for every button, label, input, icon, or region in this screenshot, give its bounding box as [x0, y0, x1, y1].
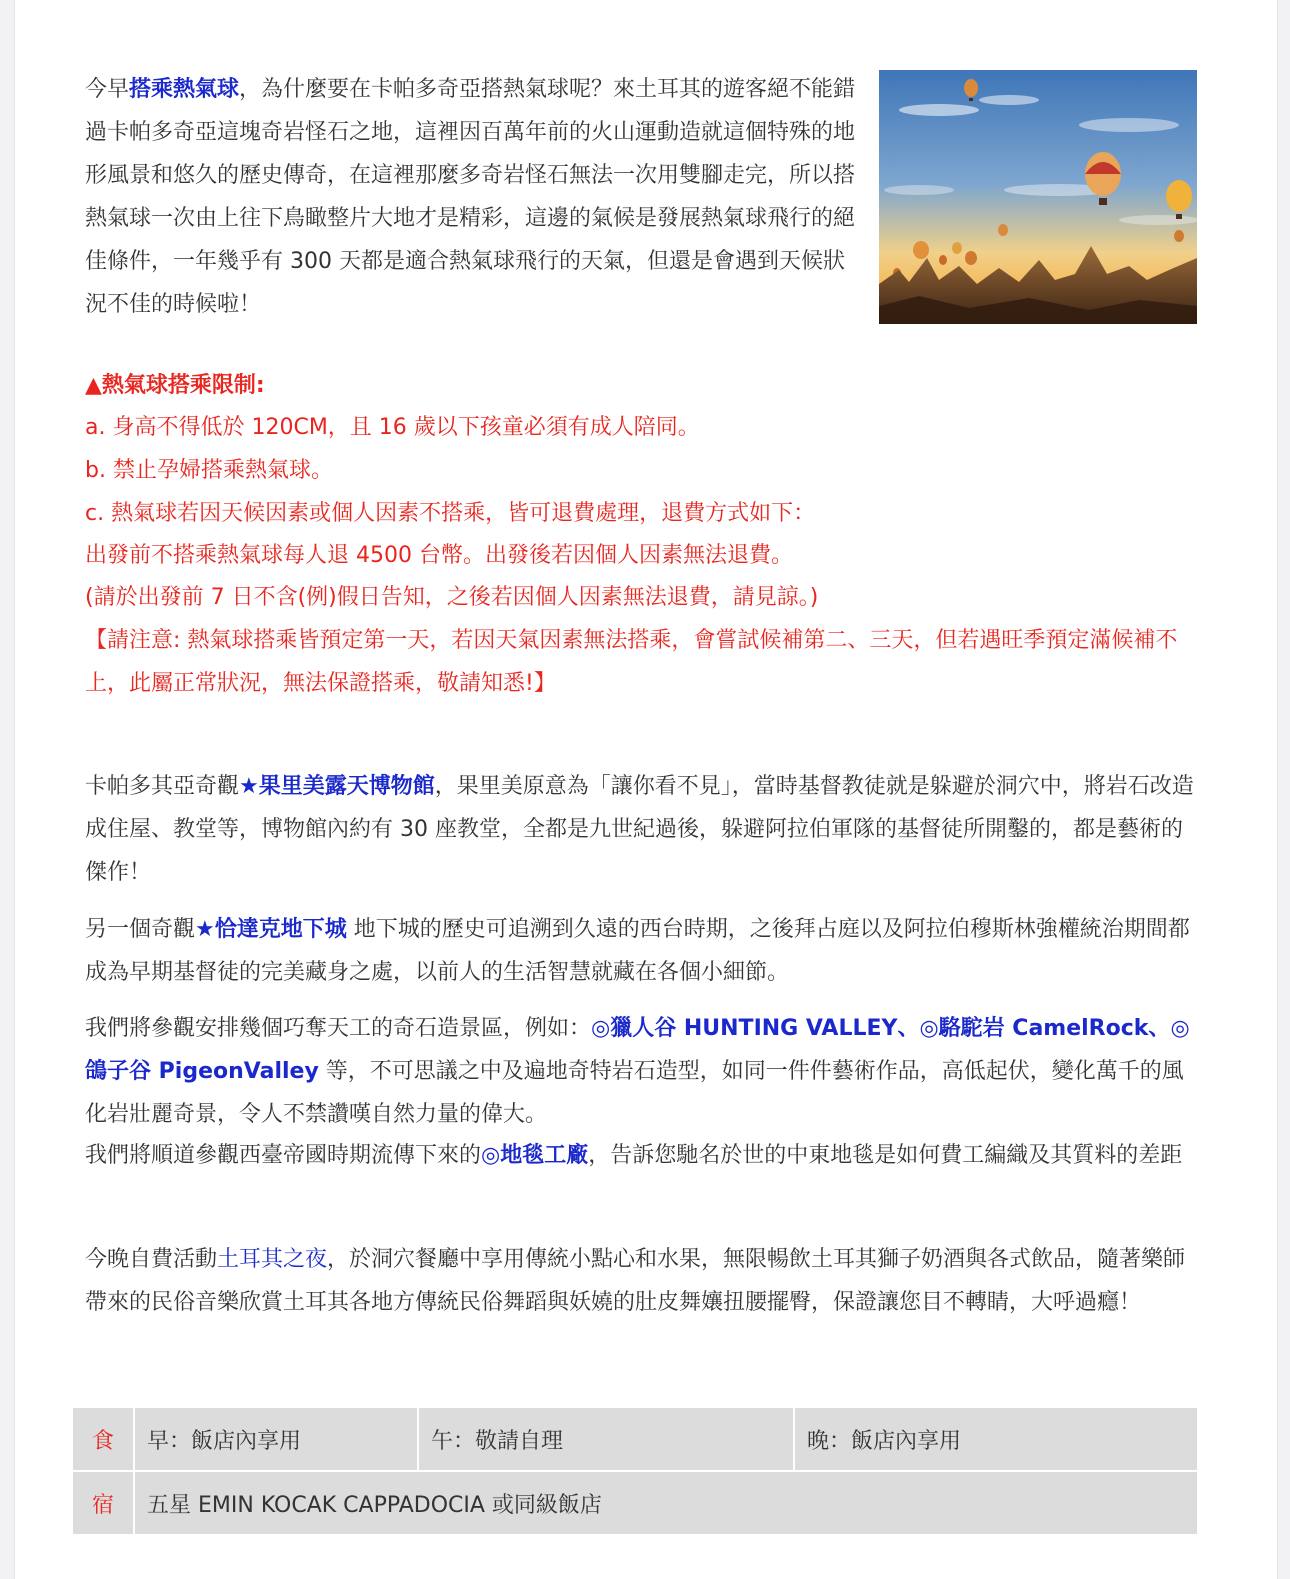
goreme-museum-link[interactable]: ★果里美露天博物館 — [239, 774, 435, 799]
balloon-notice: 【請注意: 熱氣球搭乘皆預定第一天，若因天氣因素無法搭乘，會嘗試候補第二、三天，但若遇旺季預定滿候補不上，此屬正常狀況，無法保證搭乘，敬請知悉!】 — [85, 628, 1178, 696]
intro-prefix: 今早 — [85, 77, 130, 102]
valleys-text: 等，不可思議之中及遍地奇特岩石造型，如同一件件藝術作品，高低起伏，變化萬千的風化岩壯麗奇景，令人不禁讚嘆自然力量的偉大。 — [85, 1059, 1184, 1127]
camel-rock-link[interactable]: ◎駱駝岩 CamelRock — [919, 1016, 1149, 1041]
underground-city-paragraph — [85, 908, 1197, 994]
underground-text: 地下城的歷史可追溯到久遠的西台時期，之後拜占庭以及阿拉伯穆斯林強權統治期間都成為早期基督徒的完美藏身之處，以前人的生活智慧就藏在各個小細節。 — [85, 917, 1190, 985]
separator: 、 — [897, 1016, 920, 1041]
goreme-prefix: 卡帕多其亞奇觀 — [85, 774, 240, 799]
underground-city-link[interactable]: ★恰達克地下城 — [195, 917, 347, 942]
carpet-factory-paragraph — [85, 1134, 1197, 1177]
hotel-cell: 五星 EMIN KOCAK CAPPADOCIA 或同級飯店 — [134, 1471, 1198, 1535]
intro-text: ，為什麼要在卡帕多奇亞搭熱氣球呢？來土耳其的遊客絕不能錯過卡帕多奇亞這塊奇岩怪石之地，這裡因百萬年前的火山運動造就這個特殊的地形風景和悠久的歷史傳奇，在這裡那麼多奇岩怪石無法一次用雙腳走完，所以搭熱氣球一次由上往下鳥瞰整片大地才是精彩，這邊的氣候是發展熱氣球飛行的絕佳條件，一年幾乎有 300 天都是適合熱氣球飛行的天氣，但還是會遇到天候狀況不佳的時候啦！ — [85, 77, 856, 317]
pigeon-valley-link[interactable]: ◎鴿子谷 PigeonValley — [85, 1016, 1190, 1084]
balloon-ride-link[interactable]: 搭乘熱氣球 — [129, 77, 240, 102]
restriction-rule: b. 禁止孕婦搭乘熱氣球。 — [85, 458, 333, 483]
meals-label: 食 — [72, 1407, 134, 1471]
turkish-night-paragraph — [85, 1238, 1197, 1324]
meals-accommodation-table — [71, 1406, 1199, 1536]
hunting-valley-link[interactable]: ◎獵人谷 HUNTING VALLEY — [591, 1016, 898, 1041]
valleys-prefix: 我們將參觀安排幾個巧奪天工的奇石造景區，例如： — [85, 1016, 592, 1041]
itinerary-page — [14, 0, 1278, 1579]
rock-valleys-paragraph — [85, 1007, 1197, 1136]
restriction-rule: c. 熱氣球若因天候因素或個人因素不搭乘，皆可退費處理，退費方式如下： — [85, 501, 816, 526]
carpet-factory-link[interactable]: ◎地毯工廠 — [481, 1143, 589, 1168]
restriction-rule: a. 身高不得低於 120CM，且 16 歲以下孩童必須有成人陪同。 — [85, 415, 700, 440]
dinner-cell: 晚：飯店內享用 — [794, 1407, 1198, 1471]
balloon-restriction-title: ▲熱氣球搭乘限制: — [85, 373, 265, 398]
carpet-prefix: 我們將順道參觀西臺帝國時期流傳下來的 — [85, 1143, 482, 1168]
breakfast-cell: 早：飯店內享用 — [134, 1407, 418, 1471]
hotel-row — [72, 1471, 1198, 1535]
lunch-cell: 午：敬請自理 — [418, 1407, 794, 1471]
hot-air-balloon-photo — [879, 70, 1197, 324]
underground-prefix: 另一個奇觀 — [85, 917, 196, 942]
hotel-label: 宿 — [72, 1471, 134, 1535]
carpet-text: ，告訴您馳名於世的中東地毯是如何費工編織及其質料的差距 — [588, 1143, 1183, 1168]
restriction-rule: (請於出發前 7 日不含(例)假日告知，之後若因個人因素無法退費，請見諒。) — [85, 585, 819, 610]
goreme-museum-paragraph — [85, 765, 1197, 894]
night-text: ，於洞穴餐廳中享用傳統小點心和水果，無限暢飲土耳其獅子奶酒與各式飲品，隨著樂師帶來的民俗音樂欣賞土耳其各地方傳統民俗舞蹈與妖嬈的肚皮舞孃扭腰擺臀，保證讓您目不轉睛，大呼過癮！ — [85, 1247, 1186, 1315]
night-prefix: 今晚自費活動 — [85, 1247, 218, 1272]
turkish-night-link[interactable]: 土耳其之夜 — [217, 1247, 328, 1272]
balloon-intro-paragraph — [85, 68, 861, 326]
restriction-rule: 出發前不搭乘熱氣球每人退 4500 台幣。出發後若因個人因素無法退費。 — [85, 543, 793, 568]
page-content — [15, 0, 1277, 1579]
separator: 、 — [1148, 1016, 1171, 1041]
meals-row — [72, 1407, 1198, 1471]
goreme-text: ，果里美原意為「讓你看不見」，當時基督教徒就是躲避於洞穴中，將岩石改造成住屋、教堂等，博物館內約有 30 座教堂，全都是九世紀過後，躲避阿拉伯軍隊的基督徒所開鑿的，都是藝術的傑作！ — [85, 774, 1194, 885]
